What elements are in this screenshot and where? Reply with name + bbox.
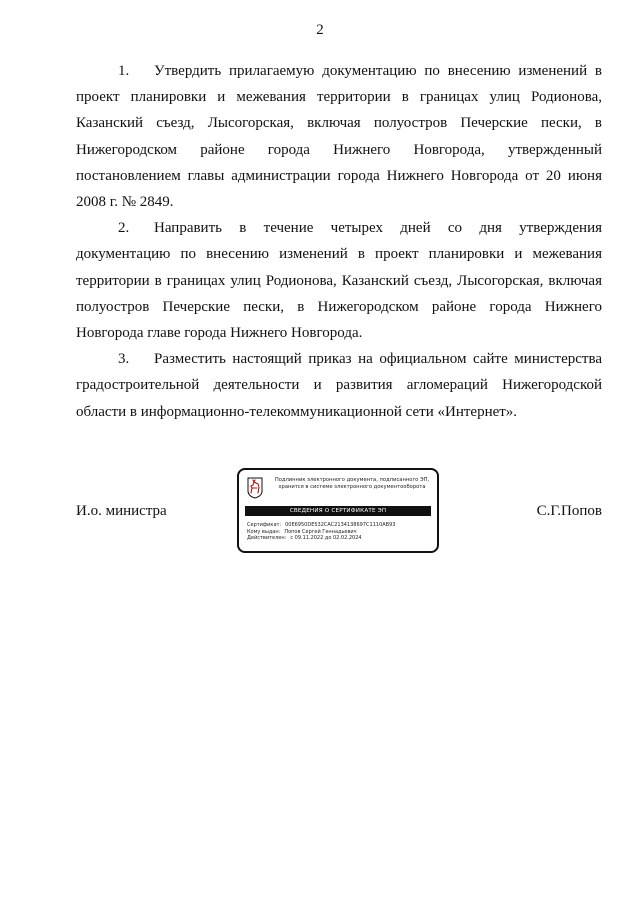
stamp-details bbox=[247, 522, 433, 542]
issued-to-value: Попов Сергей Геннадьевич bbox=[284, 528, 357, 535]
certificate-value: 00E6950DE532CAC2134138697C1110AB93 bbox=[285, 522, 396, 528]
page-number: 2 bbox=[316, 22, 324, 38]
paragraph-3-number: 3. bbox=[118, 351, 130, 368]
signer-name: С.Г.Попов bbox=[536, 503, 602, 519]
paragraph-3 bbox=[76, 346, 602, 425]
stamp-certificate-bar: СВЕДЕНИЯ О СЕРТИФИКАТЕ ЭП bbox=[245, 506, 431, 516]
document-body bbox=[76, 58, 602, 425]
paragraph-1 bbox=[76, 58, 602, 215]
valid-label: Действителен: bbox=[247, 535, 287, 542]
paragraph-1-text: Утвердить прилагаемую документацию по внесению изменений в проект планировки и межевания территории в границах улиц Родионова, Казанский съезд, Лысогорская, включая полуостров Печерские пески, в Нижегородском районе города Нижнего Новгорода, утвержденный постановлением главы администрации города Нижнего Новгорода от 20 июня 2008 г. № 2849. bbox=[76, 63, 602, 211]
electronic-signature-stamp bbox=[237, 468, 439, 553]
signer-title: И.о. министра bbox=[76, 503, 167, 519]
stamp-header-line-1: Подлинник электронного документа, подписанного ЭП, bbox=[274, 477, 430, 483]
paragraph-2-text: Направить в течение четырех дней со дня утверждения документацию по внесению изменений в проект планировки и межевания территории в границах улиц Родионова, Казанский съезд, Лысогорская, включая полуостров Печерские пески, в Нижегородском районе города Нижнего Новгорода главе города Нижнего Новгорода. bbox=[76, 220, 602, 342]
coat-of-arms-deer-icon bbox=[247, 477, 263, 499]
paragraph-2-number: 2. bbox=[118, 220, 130, 237]
stamp-header-line-2: хранится в системе электронного документооборота bbox=[278, 483, 426, 490]
stamp-header bbox=[269, 477, 435, 490]
stamp-valid-row bbox=[247, 535, 433, 542]
valid-value: с 09.11.2022 до 02.02.2024 bbox=[290, 535, 362, 542]
paragraph-1-number: 1. bbox=[118, 63, 130, 79]
paragraph-2 bbox=[76, 215, 602, 346]
paragraph-3-text: Разместить настоящий приказ на официальном сайте министерства градостроительной деятельности и развития агломераций Нижегородской области в информационно-телекоммуникационной сети «Интернет». bbox=[76, 351, 602, 420]
issued-to-label: Кому выдан: bbox=[247, 528, 281, 535]
stamp-certificate-row bbox=[247, 522, 433, 529]
certificate-label: Сертификат: bbox=[247, 522, 282, 528]
